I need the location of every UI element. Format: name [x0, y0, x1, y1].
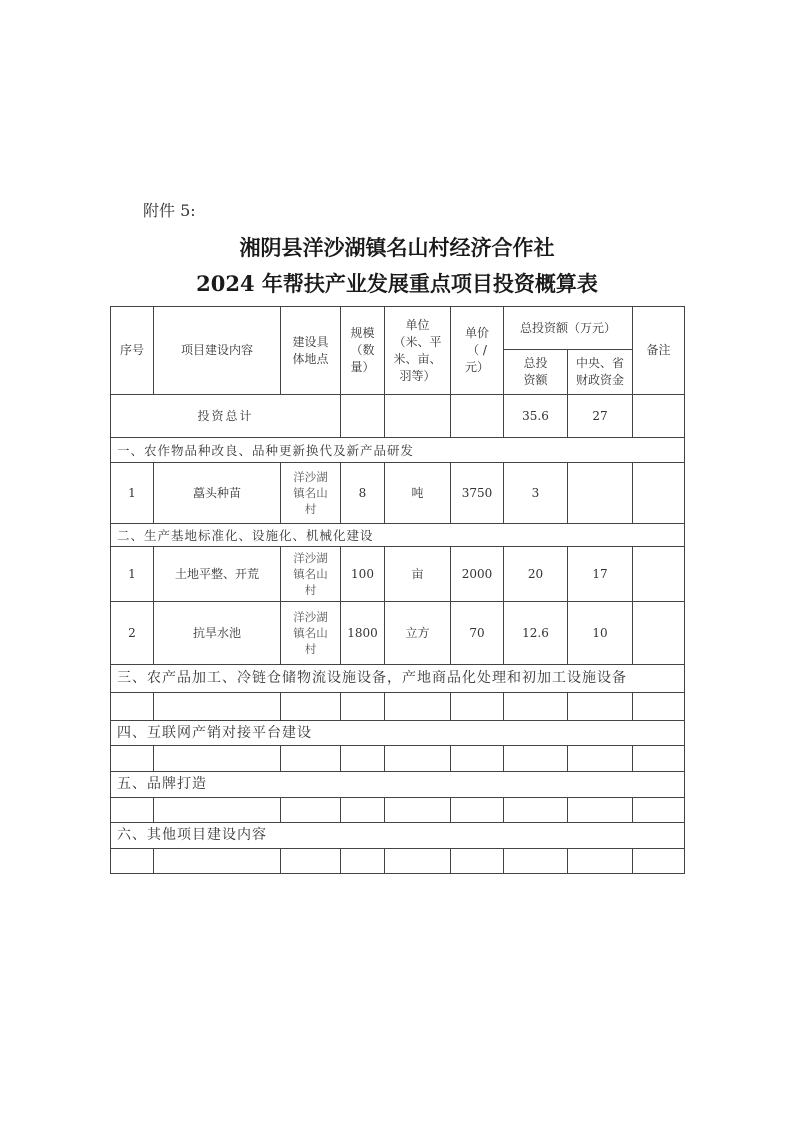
section-title: 二、生产基地标准化、设施化、机械化建设 — [111, 524, 685, 547]
cell-seq: 2 — [111, 602, 154, 665]
empty-row — [111, 798, 685, 823]
section-title: 一、农作物品种改良、品种更新换代及新产品研发 — [111, 438, 685, 463]
header-price: 单价（ / 元） — [451, 307, 504, 395]
section-title: 六、其他项目建设内容 — [111, 823, 685, 849]
cell-scale: 100 — [341, 547, 385, 602]
cell-unit: 吨 — [385, 463, 451, 524]
cell-total: 12.6 — [504, 602, 568, 665]
cell-unit: 亩 — [385, 547, 451, 602]
cell-content: 土地平整、开荒 — [154, 547, 281, 602]
section-title: 三、农产品加工、冷链仓储物流设施设备，产地商品化处理和初加工设施设备 — [111, 665, 685, 693]
cell-price: 3750 — [451, 463, 504, 524]
document-title-line2: 2024 年帮扶产业发展重点项目投资概算表 — [196, 271, 598, 296]
cell-central — [568, 463, 633, 524]
attachment-label: 附件 5: — [143, 201, 196, 220]
table-row — [111, 463, 685, 524]
table-row — [111, 602, 685, 665]
cell-seq: 1 — [111, 547, 154, 602]
total-label: 投资总计 — [111, 395, 341, 438]
header-total: 总投资额 — [504, 350, 568, 395]
cell-content: 藠头种苗 — [154, 463, 281, 524]
cell-price: 70 — [451, 602, 504, 665]
section-title: 五、品牌打造 — [111, 772, 685, 798]
cell-location: 洋沙湖镇名山村 — [281, 463, 341, 524]
header-unit: 单位（米、平米、亩、羽等） — [385, 307, 451, 395]
cell-location: 洋沙湖镇名山村 — [281, 547, 341, 602]
table-row — [111, 547, 685, 602]
cell-content: 抗旱水池 — [154, 602, 281, 665]
cell-unit: 立方 — [385, 602, 451, 665]
total-row — [111, 395, 685, 438]
header-content: 项目建设内容 — [154, 307, 281, 395]
cell-scale: 8 — [341, 463, 385, 524]
header-seq: 序号 — [111, 307, 154, 395]
header-central: 中央、省财政资金 — [568, 350, 633, 395]
cell-price: 2000 — [451, 547, 504, 602]
header-scale: 规模（数量） — [341, 307, 385, 395]
cell-central: 17 — [568, 547, 633, 602]
header-location: 建设具体地点 — [281, 307, 341, 395]
document-title-line1: 湘阴县洋沙湖镇名山村经济合作社 — [239, 235, 555, 260]
empty-row — [111, 693, 685, 721]
investment-table — [110, 306, 685, 874]
header-total-group: 总投资额（万元） — [504, 307, 633, 350]
cell-central: 10 — [568, 602, 633, 665]
total-central: 27 — [568, 395, 633, 438]
header-remark: 备注 — [633, 307, 685, 395]
total-amount: 35.6 — [504, 395, 568, 438]
empty-row — [111, 746, 685, 772]
cell-total: 3 — [504, 463, 568, 524]
cell-seq: 1 — [111, 463, 154, 524]
cell-total: 20 — [504, 547, 568, 602]
section-title: 四、互联网产销对接平台建设 — [111, 721, 685, 746]
empty-row — [111, 849, 685, 874]
cell-scale: 1800 — [341, 602, 385, 665]
cell-location: 洋沙湖镇名山村 — [281, 602, 341, 665]
